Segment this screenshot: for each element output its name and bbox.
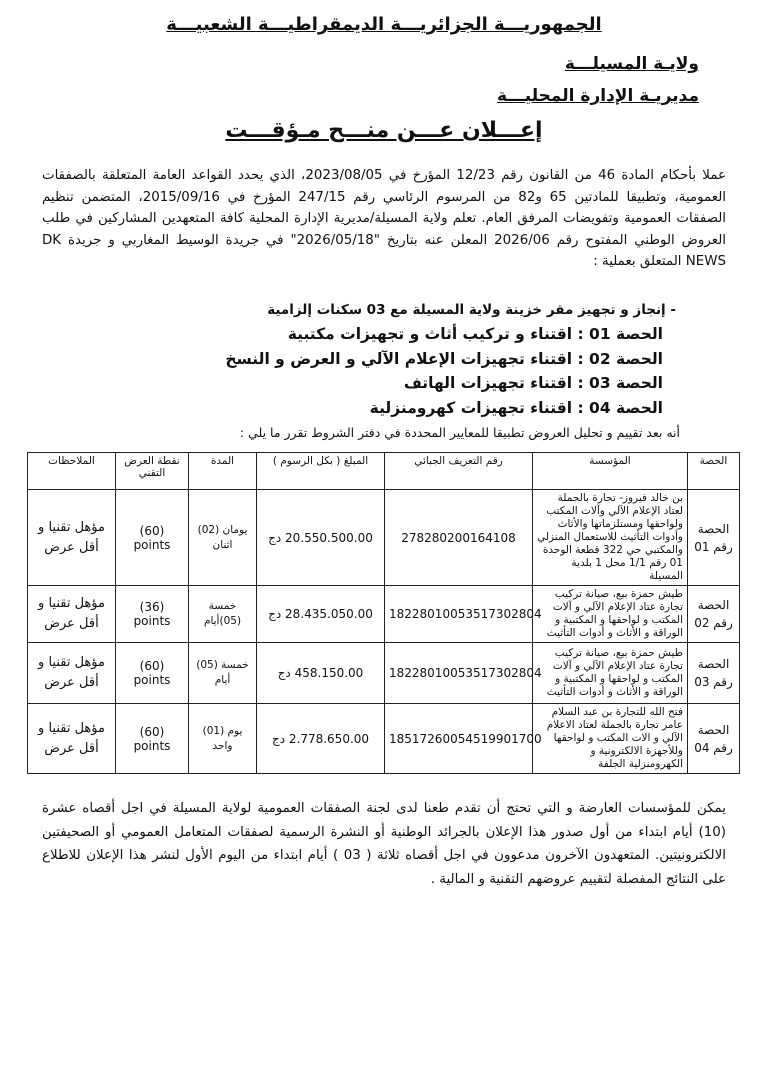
tax-id-cell: 18228010053517302804 — [385, 643, 533, 704]
score-cell: (60) points — [116, 643, 189, 704]
table-row — [28, 586, 740, 643]
lot-cell: الحصة رقم 01 — [688, 490, 740, 586]
header-institution: المؤسسة — [533, 453, 688, 490]
lot-01-title: الحصة 01 : اقتناء و تركيب أثاث و تجهيزات مكتبية — [287, 325, 663, 343]
decision-lead: أنه بعد تقييم و تحليل العروض تطبيقا للمعايير المحددة في دفتر الشروط تقرر ما يلي : — [239, 425, 680, 440]
duration-cell: خمسة (05)أيام — [189, 586, 257, 643]
notes-cell: مؤهل تقنيا و أقل عرض — [28, 704, 116, 774]
amount-cell: 20.550.500.00 دج — [257, 490, 385, 586]
amount-cell: 28.435.050.00 دج — [257, 586, 385, 643]
amount-cell: 2.778.650.00 دج — [257, 704, 385, 774]
score-cell: (60) points — [116, 490, 189, 586]
header-amount: المبلغ ( بكل الرسوم ) — [257, 453, 385, 490]
amount-cell: 458.150.00 دج — [257, 643, 385, 704]
lot-cell: الحصة رقم 04 — [688, 704, 740, 774]
institution-cell: بن خالد فيروز- تجارة بالجملة لعتاد الإعلام الآلي وآلات المكتب ولواحقها ومستلزماتها والأثاث وأدوات التأثيث للاستعمال المنزلي والمكتبي حي 322 قطعة الوحدة 01 رقم 1/1 محل 1 بلدية المسيلة — [533, 490, 688, 586]
lot-cell: الحصة رقم 03 — [688, 643, 740, 704]
header-notes: الملاحظات — [28, 453, 116, 490]
closing-paragraph: يمكن للمؤسسات العارضة و التي تحتج أن تقدم طعنا لدى لجنة الصفقات العمومية لولاية المسيلة في اجل أقصاه عشرة (10) أيام ابتداء من أول صدور هذا الإعلان بالجرائد الوطنية أو النشرة الرسمية لصفقات المتعامل العمومي أو الصحيفتين الالكترونيتين. المتعهدون الآخرون مدعوون في اجل أقصاه ثلاثة ( 03 ) أيام ابتداء من اليوم الأول لنشر هذا الإعلان للاطلاع على النتائج المفصلة لتقييم عروضهم التقنية و المالية . — [42, 801, 726, 887]
table-header-row — [28, 453, 740, 490]
lot-cell: الحصة رقم 02 — [688, 586, 740, 643]
table-row — [28, 643, 740, 704]
lot-02-title: الحصة 02 : اقتناء تجهيزات الإعلام الآلي و العرض و النسخ — [225, 350, 663, 368]
institution-cell: طيش حمزة بيع، صيانة تركيب تجارة عتاد الإعلام الآلي و آلات المكتب و لواحقها و المكتبية و الوراقة و الأثاث و أدوات التأثيث — [533, 586, 688, 643]
header-lot: الحصة — [688, 453, 740, 490]
lot-03-title: الحصة 03 : اقتناء تجهيزات الهاتف — [403, 374, 663, 392]
intro-paragraph: عملا بأحكام المادة 46 من القانون رقم 12/23 المؤرخ في 2023/08/05، الذي يحدد القواعد العامة المتعلقة بالصفقات العمومية، وتطبيقا للمادتين 65 و82 من المرسوم الرئاسي رقم 247/15 المؤرخ في 2015/09/16، المتضمن تنظيم الصفقات العمومية وتفويضات المرفق العام. تعلم ولاية المسيلة/مديرية الإدارة المحلية كافة المتعهدين المشاركين في طلب العروض الوطني المفتوح رقم 2026/06 المعلن عنه بتاريخ "2026/05/18" في جريدة الوسيط المغاربي و جريدة DK NEWS المتعلق بعملية : — [42, 168, 726, 269]
tax-id-cell: 18228010053517302804 — [385, 586, 533, 643]
table-row — [28, 490, 740, 586]
duration-cell: يومان (02) اثنان — [189, 490, 257, 586]
award-table — [27, 452, 740, 774]
header-score: نقطة العرض التقني — [116, 453, 189, 490]
duration-cell: يوم (01) واحد — [189, 704, 257, 774]
country-name: الجمهوريـــة الجزائريـــة الديمقراطيـــة الشعبيـــة — [166, 14, 602, 35]
duration-cell: خمسة (05) أيام — [189, 643, 257, 704]
notes-cell: مؤهل تقنيا و أقل عرض — [28, 490, 116, 586]
score-cell: (36) points — [116, 586, 189, 643]
directorate-name: مديريـة الإدارة المحليـــة — [497, 86, 699, 106]
lot-04-title: الحصة 04 : اقتناء تجهيزات كهرومنزلية — [369, 399, 663, 417]
institution-cell: طيش حمزة بيع، صيانة تركيب تجارة عتاد الإعلام الآلي و آلات المكتب و لواحقها و المكتبية و الوراقة و الأثاث و أدوات التأثيث — [533, 643, 688, 704]
score-cell: (60) points — [116, 704, 189, 774]
header-duration: المدة — [189, 453, 257, 490]
table-row — [28, 704, 740, 774]
notes-cell: مؤهل تقنيا و أقل عرض — [28, 643, 116, 704]
tax-id-cell: 278280200164108 — [385, 490, 533, 586]
institution-cell: فتح الله للتجارة بن عبد السلام عامر تجارة بالجملة لعتاد الاعلام الآلي و الات المكتب و لواحقها وللأجهزة الالكترونية و الكهرومنزلية الجلفة — [533, 704, 688, 774]
header-tax-id: رقم التعريف الجبائي — [385, 453, 533, 490]
tax-id-cell: 18517260054519901700 — [385, 704, 533, 774]
project-line: - إنجاز و تجهيز مقر خزينة ولاية المسيلة مع 03 سكنات إلزامية — [267, 302, 676, 318]
notes-cell: مؤهل تقنيا و أقل عرض — [28, 586, 116, 643]
announcement-title: إعـــلان عـــن منـــح مـؤقـــت — [225, 118, 543, 143]
wilaya-name: ولايـة المسيلـــة — [564, 54, 699, 74]
